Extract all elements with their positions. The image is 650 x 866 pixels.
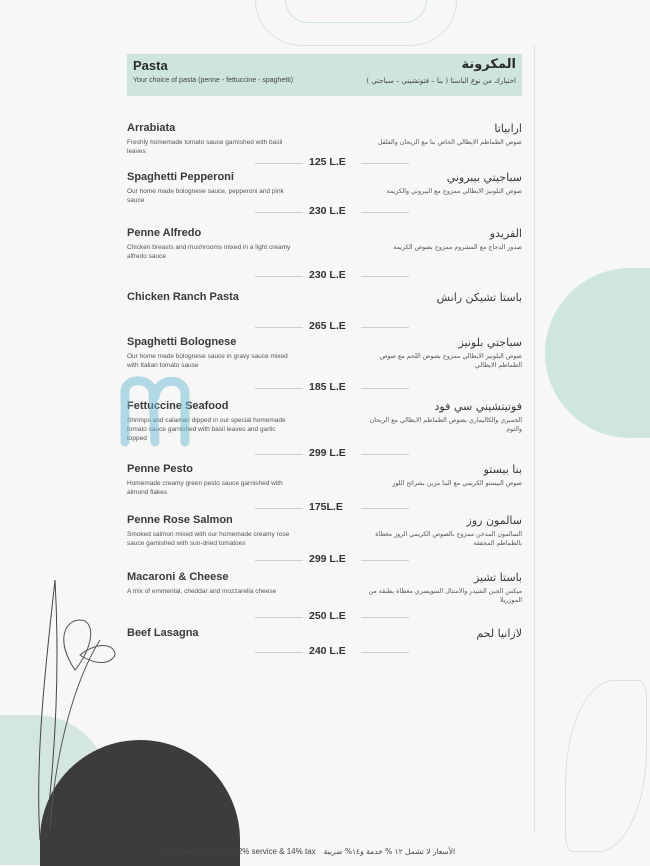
item-price: 230 L.E [309,269,346,281]
item-name: Fettuccine Seafood [127,400,229,412]
item-description-arabic: صوص الطماطم الايطالي الخاص بنا مع الريحان والفلفل [377,139,522,146]
divider [255,508,303,509]
section-title: Pasta [133,58,168,73]
item-name-arabic: ارابياتا [494,122,522,135]
item-name: Penne Pesto [127,463,194,475]
item-description: Shrimps and calamari dipped in our special homemade tomato sauce garnished with basil leaves and garlic topped [127,417,286,442]
divider [255,454,303,455]
item-name: Arrabiata [127,122,176,134]
flower-illustration [15,580,125,840]
item-price: 299 L.E [309,447,346,459]
item-price: 299 L.E [309,553,346,565]
item-description-arabic: صدور الدجاج مع المشروم ممزوج بصوص الكريمة [393,244,522,251]
item-name-arabic: لازانيا لحم [476,627,522,640]
price-row [127,320,522,334]
price-row [127,645,522,659]
divider [361,454,409,455]
item-name-arabic: فوتيتشيني سي فود [434,400,522,413]
price-row [127,501,522,515]
item-description-arabic: السالمون المدخن ممزوج بالصوص الكريمي الروز مغطاة بالطماطم المجففة [375,531,522,547]
item-price: 185 L.E [309,381,346,393]
divider [255,276,303,277]
watermark-logo [115,372,195,452]
item-name: Spaghetti Bolognese [127,336,237,348]
divider [361,163,409,164]
divider [361,508,409,509]
divider [255,163,303,164]
footer-note: prices do no include 12% service & 14% tax [160,847,316,856]
price-row [127,269,522,283]
item-price: 240 L.E [309,645,346,657]
item-name: Macaroni & Cheese [127,571,229,583]
item-name-arabic: الفريدو [489,227,522,240]
item-name: Penne Rose Salmon [127,514,233,526]
divider [255,327,303,328]
item-price: 175L.E [309,501,343,513]
item-name-arabic: باستا تشيكن رانش [436,291,522,304]
divider [361,212,409,213]
divider [255,388,303,389]
item-name-arabic: سالمون روز [466,514,522,527]
item-price: 265 L.E [309,320,346,332]
item-description-arabic: ميكس الجبن الشيدر والامنتال السويسري مغطاة بطبقة من الموزريلا [368,588,522,604]
divider [361,276,409,277]
divider [255,617,303,618]
divider [361,560,409,561]
price-row [127,610,522,624]
item-description-arabic: صوص البلونيز الايطالي ممزوج مع البيروني والكريمة [386,188,522,195]
price-row [127,553,522,567]
divider [361,617,409,618]
item-name: Spaghetti Pepperoni [127,171,234,183]
section-subtitle-arabic: اختيارك من نوع الباستا ( بنا – فتوتشيني – سباجتي ) [366,77,516,85]
divider [361,652,409,653]
decorative-arc [285,0,427,23]
item-name: Penne Alfredo [127,227,202,239]
section-title-arabic: المكرونة [461,57,516,72]
item-description: Our home made bolognese sauce in gravy sauce mixed with Italian tomato sause [127,353,288,369]
footer-note-arabic: الأسعار لا تشمل ١٢ % خدمة و١٤% ضريبة [323,847,456,856]
item-name: Chicken Ranch Pasta [127,291,239,303]
item-description: Our home made bolognese sauce, pepperoni and pink sauce [127,188,284,204]
item-name-arabic: سباجتي بلونيز [458,336,522,349]
item-name: Beef Lasagna [127,627,199,639]
item-name-arabic: باستا تشيز [473,571,522,584]
item-description: A mix of emmental, cheddar and mozzarella cheese [127,588,277,595]
price-row [127,156,522,170]
item-price: 230 L.E [309,205,346,217]
item-description-arabic: صوص البيستو الكريمي مع البنا مزين بشرائح اللوز [392,480,522,487]
item-description: Chicken breasts and mushrooms mixed in a light creamy alfredo sauce [127,244,291,260]
decorative-circle [545,268,650,438]
item-name-arabic: بنا بيستو [483,463,522,476]
divider [255,212,303,213]
item-price: 250 L.E [309,610,346,622]
leaf-illustration [565,680,647,852]
price-row [127,205,522,219]
item-description: Homemade creamy green pesto sauce garnished with almond flakes [127,480,283,496]
divider [255,560,303,561]
divider [361,327,409,328]
item-description-arabic: صوص البلونيز الايطالي ممزوج بصوص اللحم مع صوص الطماطم الايطالي [379,353,522,369]
divider [361,388,409,389]
section-subtitle: Your choice of pasta (penne - fettuccine - spaghetti) [133,77,294,84]
item-description: Smoked salmon mixed with our homemade creamy rose sauce garnished with sun-dried tomatoes [127,531,290,547]
divider [255,652,303,653]
footer [160,847,520,856]
item-description-arabic: الجمبري والكاليماري بصوص الطماطم الايطالي مع الريحان والثوم [369,417,522,433]
item-name-arabic: سباجيتي بيبروني [446,171,522,184]
item-price: 125 L.E [309,156,346,168]
section-header [127,54,522,96]
item-description: Freshly homemade tomato sauce garnished with basil leaves [127,139,283,155]
